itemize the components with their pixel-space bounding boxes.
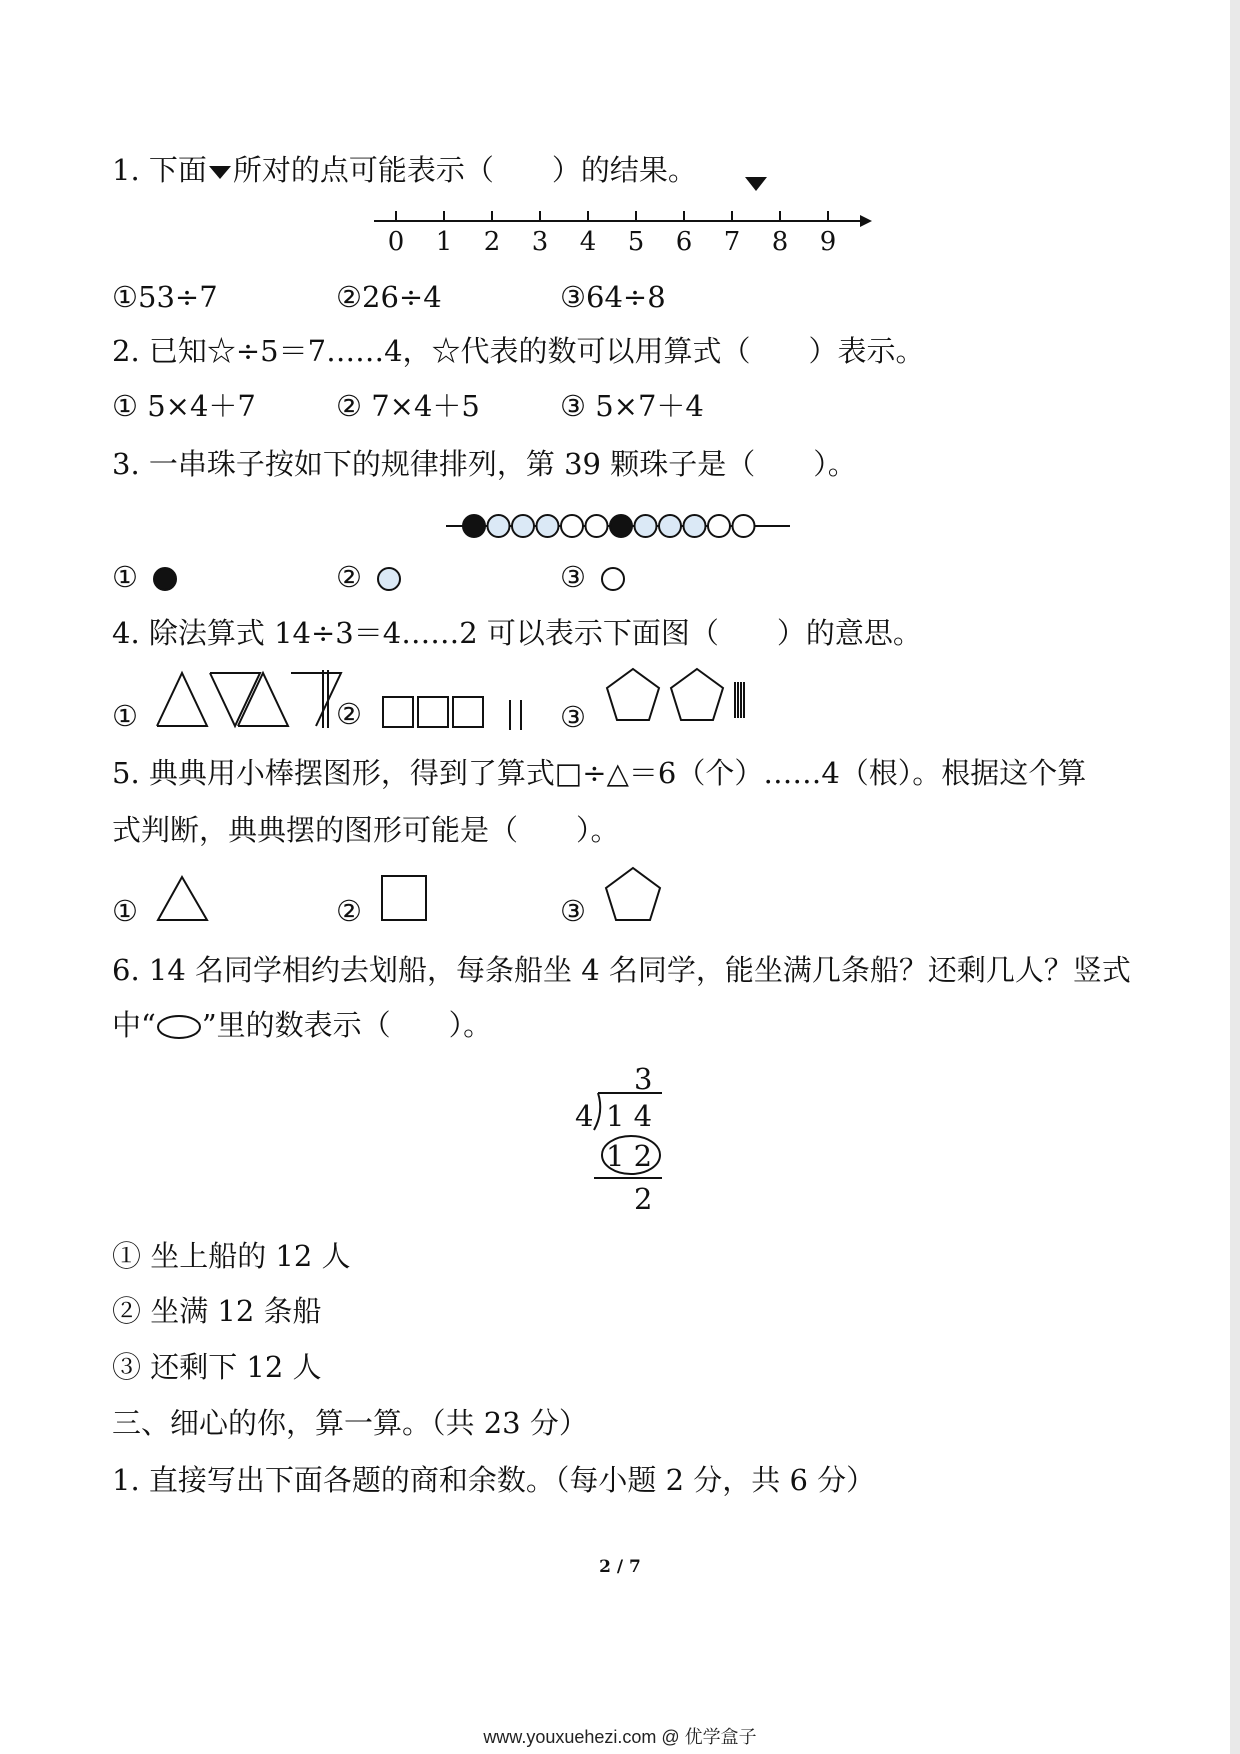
- q6-text-line1: 6. 14 名同学相约去划船，每条船坐 4 名同学，能坐满几条船？还剩几人？竖式: [112, 953, 1131, 987]
- bead-blue: [512, 515, 534, 537]
- bead-white: [561, 515, 583, 537]
- triangle-icon: [156, 874, 212, 924]
- q5-option-3-label: ③: [560, 894, 586, 928]
- tick-label-4: 4: [579, 227, 597, 257]
- blue-bead-icon: [371, 564, 407, 594]
- divisor: 4: [575, 1099, 594, 1133]
- number-line: [370, 175, 870, 255]
- section-3-q1: 1. 直接写出下面各题的商和余数。（每小题 2 分，共 6 分）: [112, 1463, 876, 1497]
- tick-label-5: 5: [627, 227, 645, 257]
- bead-white: [708, 515, 730, 537]
- bead-white: [586, 515, 608, 537]
- bead-blue: [537, 515, 559, 537]
- bead-white: [733, 515, 755, 537]
- q1-option-2: ②26÷4: [336, 280, 442, 314]
- q6-option-1: ① 坐上船的 12 人: [112, 1239, 351, 1273]
- q4-text: 4. 除法算式 14÷3＝4……2 可以表示下面图（ ）的意思。: [112, 616, 922, 650]
- division-bracket: [590, 1092, 670, 1212]
- page-number: 2 / 7: [599, 1557, 641, 1577]
- q3-text: 3. 一串珠子按如下的规律排列，第 39 颗珠子是（ ）。: [112, 447, 857, 481]
- tick-label-1: 1: [435, 227, 453, 257]
- q2-text: 2. 已知☆÷5＝7……4，☆代表的数可以用算式（ ）表示。: [112, 334, 925, 368]
- tick-label-7: 7: [723, 227, 741, 257]
- q4-option-1-triangles: [154, 670, 334, 730]
- q3-option-2: ②: [336, 557, 407, 597]
- pentagon-icon: [604, 866, 664, 926]
- q2-option-1: ① 5×4＋7: [112, 389, 256, 423]
- q4-option-2-label: ②: [336, 697, 362, 731]
- q5-option-1-label: ①: [112, 894, 138, 928]
- down-triangle-icon: [209, 166, 231, 179]
- q1-option-1: ①53÷7: [112, 280, 218, 314]
- q5-text-line2: 式判断，典典摆的图形可能是（ ）。: [112, 813, 620, 847]
- bead-black: [610, 515, 632, 537]
- q6-option-3: ③ 还剩下 12 人: [112, 1350, 322, 1384]
- tick-label-3: 3: [531, 227, 549, 257]
- bead-blue: [684, 515, 706, 537]
- bead-black: [463, 515, 485, 537]
- product: 1 2: [606, 1139, 653, 1173]
- dividend: 1 4: [606, 1099, 653, 1133]
- q3-option-1: ①: [112, 557, 183, 597]
- tick-label-6: 6: [675, 227, 693, 257]
- q2-option-2: ② 7×4＋5: [336, 389, 480, 423]
- tick-label-0: 0: [387, 227, 405, 257]
- bead-blue: [635, 515, 657, 537]
- section-3-heading: 三、细心的你，算一算。（共 23 分）: [112, 1406, 588, 1440]
- square-icon: [380, 874, 430, 924]
- bead-blue: [488, 515, 510, 537]
- bead-string: [440, 508, 800, 548]
- bead-blue: [659, 515, 681, 537]
- remainder: 2: [634, 1182, 653, 1216]
- tick-label-9: 9: [819, 227, 837, 257]
- q2-option-3: ③ 5×7＋4: [560, 389, 704, 423]
- q3-option-3: ③: [560, 557, 631, 597]
- quotient: 3: [634, 1062, 653, 1096]
- tick-label-8: 8: [771, 227, 789, 257]
- page-edge: [1230, 0, 1240, 1754]
- q1-text: 1. 下面 所对的点可能表示（ ）的结果。: [112, 153, 697, 187]
- q6-text-line2: 中“ ”里的数表示（ ）。: [112, 1008, 493, 1042]
- black-bead-icon: [147, 564, 183, 594]
- white-bead-icon: [595, 564, 631, 594]
- q4-option-1-label: ①: [112, 699, 138, 733]
- q5-text-line1: 5. 典典用小棒摆图形，得到了算式□÷△＝6（个）……4（根）。根据这个算: [112, 756, 1087, 790]
- q4-option-2-squares: [380, 694, 540, 734]
- q4-option-3-label: ③: [560, 700, 586, 734]
- footer-watermark: www.youxuehezi.com @ 优学盒子: [483, 1727, 757, 1747]
- q6-option-2: ② 坐满 12 条船: [112, 1294, 322, 1328]
- ellipse-icon: [156, 1014, 202, 1040]
- tick-label-2: 2: [483, 227, 501, 257]
- marker-triangle: [745, 177, 767, 191]
- q1-option-3: ③64÷8: [560, 280, 666, 314]
- q4-option-3-pentagons: [604, 666, 764, 726]
- q5-option-2-label: ②: [336, 894, 362, 928]
